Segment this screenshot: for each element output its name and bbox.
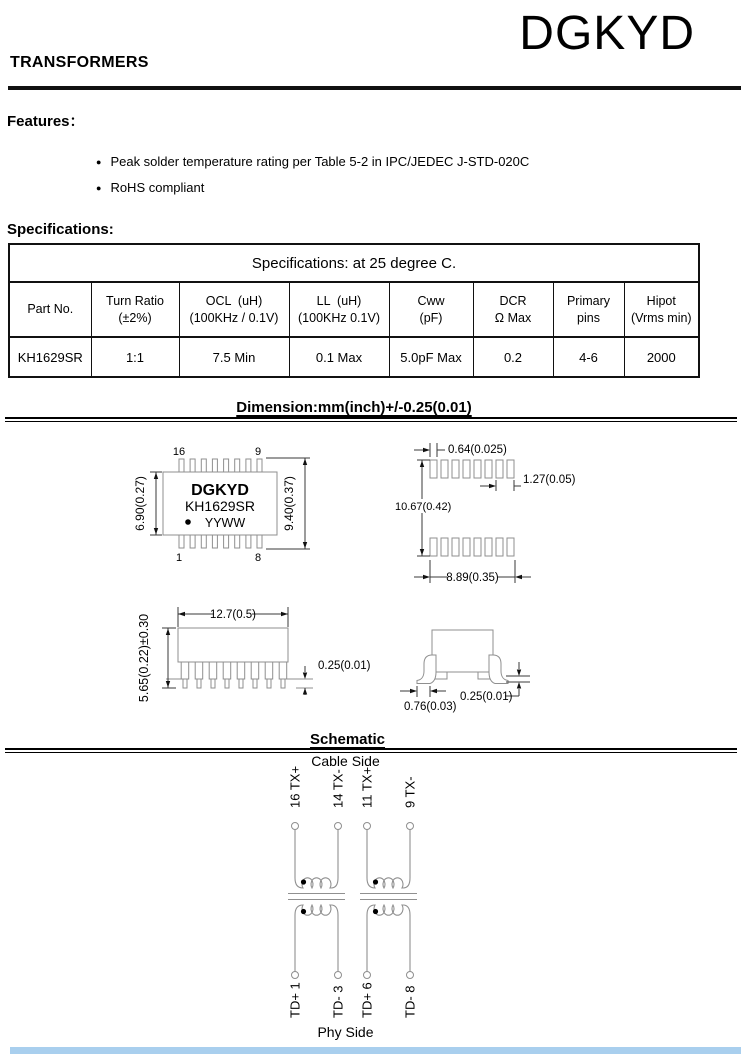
spec-col-header: [9, 282, 91, 337]
phase-dot-icon: [373, 909, 378, 914]
secondary-winding: [295, 905, 338, 972]
phy-pin-label: TD+ 6: [359, 982, 375, 1018]
feature-item: [96, 180, 696, 195]
land-pattern-drawing: [390, 440, 605, 588]
spec-col-header: [289, 282, 389, 337]
spec-col-header: [389, 282, 473, 337]
pin-number-label: 16: [172, 446, 186, 458]
spec-col-header: [179, 282, 289, 337]
table-row: [9, 337, 699, 377]
dimension-section-divider: [5, 417, 737, 422]
schematic-heading: Schematic: [309, 731, 386, 748]
dim-label-row-spacing: 10.67(0.42): [395, 501, 452, 513]
body-side-outline: [178, 628, 288, 662]
marking-part-number: KH1629SR: [184, 498, 256, 514]
spec-value-dcr: 0.2: [473, 337, 553, 377]
pin-number-label: 1: [175, 552, 183, 564]
lead-width-dimension: [400, 686, 446, 697]
spec-col-header: [553, 282, 624, 337]
cable-pin-label: 9 TX-: [402, 776, 418, 808]
col-header-line: Cww: [417, 293, 445, 308]
phase-dot-icon: [301, 909, 306, 914]
land-pads-top-row: [430, 460, 514, 478]
spec-value-primary-pins: 4-6: [553, 337, 624, 377]
phase-dot-icon: [301, 879, 306, 884]
phy-pin-label: TD- 8: [402, 985, 418, 1018]
cable-pin-label: 11 TX+: [359, 766, 375, 808]
polarity-dot-icon: [185, 519, 191, 525]
table-row: [9, 282, 699, 337]
dimension-heading: Dimension:mm(inch)+/-0.25(0.01): [236, 399, 472, 416]
col-header-line: pins: [577, 310, 600, 325]
primary-winding: [367, 830, 410, 889]
end-view-tabs: [435, 672, 490, 679]
feature-text: RoHS compliant: [110, 180, 205, 195]
col-header-line: Part No.: [27, 302, 74, 317]
cable-side-label: Cable Side: [311, 753, 380, 769]
gull-wing-lead-left: [417, 655, 436, 684]
transformer-symbol: [360, 830, 417, 972]
col-header-line: LL (uH): [316, 293, 362, 308]
dim-label-pad-width: 0.64(0.025): [448, 444, 507, 456]
spec-col-header: [473, 282, 553, 337]
phy-side-label: Phy Side: [317, 1024, 374, 1040]
col-header-line: Turn Ratio: [106, 293, 164, 308]
col-header-line: Primary: [566, 293, 611, 308]
col-header-line: (Vrms min): [630, 310, 692, 325]
dim-label-body-height: 6.90(0.27): [133, 476, 147, 531]
lead-thickness-dimension: [303, 666, 307, 695]
dim-label-lead-width: 0.76(0.03): [404, 701, 457, 713]
transformer-symbol: [288, 830, 345, 972]
brand-logo: DGKYD: [519, 7, 695, 60]
col-header-line: Hipot: [646, 293, 676, 308]
pad-pitch-dimension: [480, 480, 521, 491]
col-header-line: (100KHz 0.1V): [298, 310, 380, 325]
phy-pin-label: TD+ 1: [287, 982, 303, 1018]
spec-col-header: [91, 282, 179, 337]
cable-pin-label: 14 TX-: [330, 769, 346, 808]
phy-pin-label: TD- 3: [330, 985, 346, 1018]
spec-value-turn-ratio: 1:1: [91, 337, 179, 377]
dim-label-body-length: 12.7(0.5): [209, 609, 257, 621]
primary-winding: [295, 830, 338, 889]
transformer-schematic-drawing: [255, 766, 435, 1024]
package-pins-top: [179, 459, 262, 472]
cable-pin-label: 16 TX+: [287, 766, 303, 808]
dim-label-standoff: 0.25(0.01): [460, 691, 513, 703]
feature-item: [96, 154, 696, 169]
dim-label-pad-pitch: 1.27(0.05): [523, 474, 576, 486]
spec-value-ll: 0.1 Max: [289, 337, 389, 377]
side-leads: [166, 662, 313, 688]
spec-value-cww: 5.0pF Max: [389, 337, 473, 377]
col-header-line: Ω Max: [494, 310, 532, 325]
marking-date-code: YYWW: [204, 516, 246, 530]
body-height-dimension: [150, 472, 162, 535]
specifications-heading: Specifications:: [7, 221, 114, 238]
end-view-drawing: [378, 600, 603, 725]
marking-brand: DGKYD: [191, 482, 249, 499]
dim-label-lead-thickness: 0.25(0.01): [318, 660, 371, 672]
land-pads-bottom-row: [430, 538, 514, 556]
col-header-line: OCL (uH): [205, 293, 263, 308]
spec-value-ocl: 7.5 Min: [179, 337, 289, 377]
package-top-view-drawing: [130, 440, 315, 572]
phase-dot-icon: [373, 879, 378, 884]
features-heading: Features：: [7, 113, 85, 130]
col-header-line: (100KHz / 0.1V): [189, 310, 279, 325]
pin-number-label: 9: [254, 446, 262, 458]
feature-text: Peak solder temperature rating per Table 5-2 in IPC/JEDEC J-STD-020C: [110, 154, 530, 169]
page-title: TRANSFORMERS: [10, 54, 149, 71]
col-header-line: DCR: [499, 293, 527, 308]
secondary-winding: [367, 905, 410, 972]
cable-side-terminals: [292, 823, 414, 830]
dim-label-overall-height: 9.40(0.37): [282, 476, 296, 531]
table-title: Specifications: at 25 degree C.: [9, 244, 699, 282]
header-divider: [8, 86, 741, 90]
specifications-table: [8, 243, 700, 378]
spec-value-hipot: 2000: [624, 337, 699, 377]
footer-highlight-bar: [10, 1047, 741, 1054]
phy-side-terminals: [292, 972, 414, 979]
col-header-line: (pF): [419, 310, 443, 325]
table-row: [9, 244, 699, 282]
spec-col-header: [624, 282, 699, 337]
body-end-outline: [432, 630, 493, 672]
gull-wing-lead-right: [489, 655, 508, 684]
side-view-drawing: [128, 590, 373, 715]
col-header-line: (±2%): [118, 310, 152, 325]
pin-number-label: 8: [254, 552, 262, 564]
dim-label-row-width: 8.89(0.35): [446, 572, 499, 584]
bullet-icon: ●: [96, 183, 102, 193]
bullet-icon: ●: [96, 157, 102, 167]
spec-value-part-no: KH1629SR: [9, 337, 91, 377]
pad-width-dimension: [414, 443, 445, 457]
dim-label-height: 5.65(0.22)±0.30: [137, 613, 151, 703]
package-pins-bottom: [179, 535, 262, 548]
